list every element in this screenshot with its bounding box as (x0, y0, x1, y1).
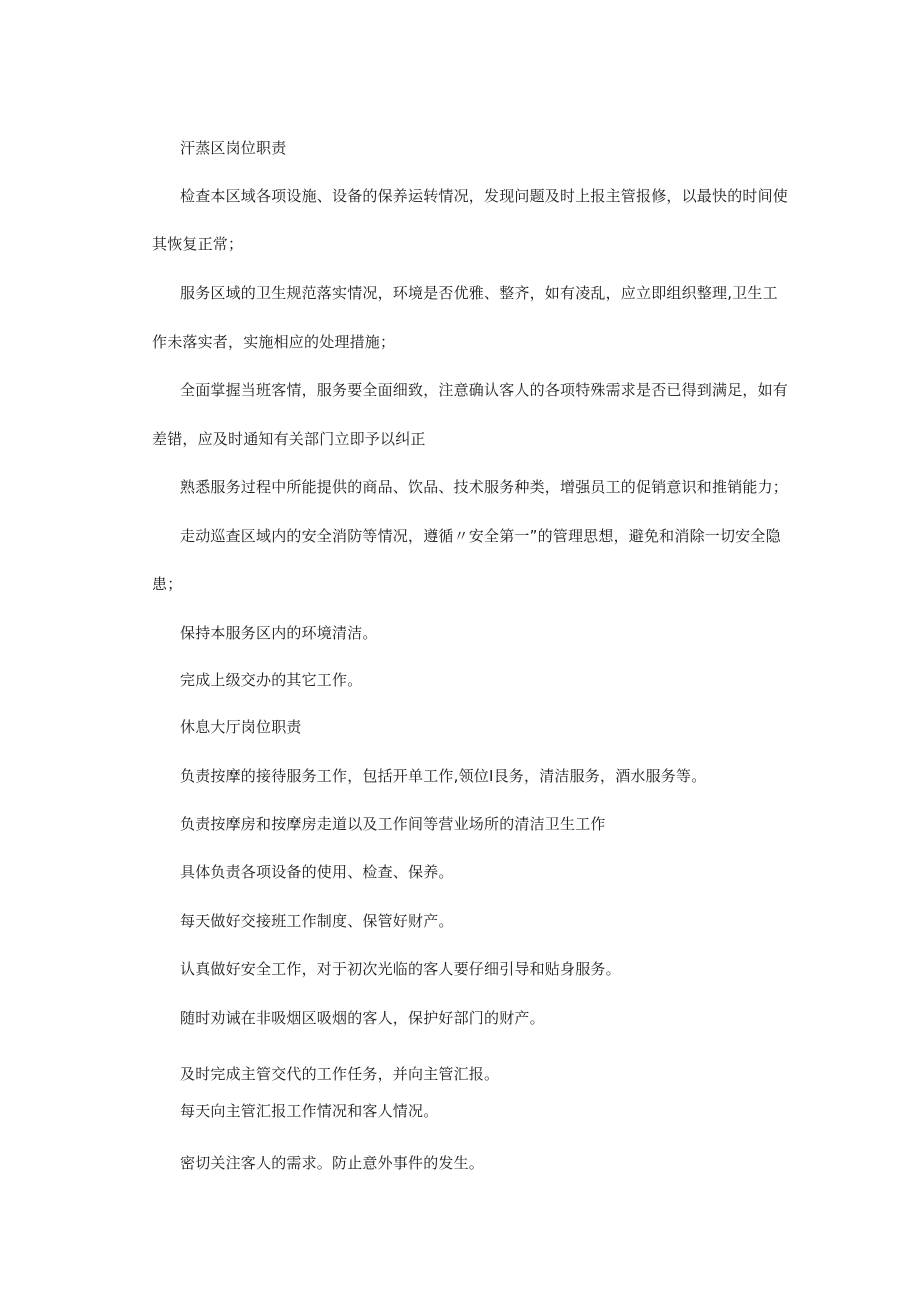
paragraph-line: 具体负责各项设备的使用、检查、保养。 (180, 863, 454, 881)
paragraph-line: 差错，应及时通知有关部门立即予以纠正 (152, 430, 426, 448)
paragraph-line: 认真做好安全工作，对于初次光临的客人要仔细引导和贴身服务。 (180, 960, 621, 978)
paragraph-line: 走动巡查区域内的安全消防等情况，遵循〃安全第一”的管理思想，避免和消除一切安全隐 (180, 527, 781, 545)
paragraph-line: 患； (152, 575, 183, 593)
paragraph-line: 其恢复正常； (152, 235, 244, 253)
paragraph-line: 及时完成主管交代的工作任务，并向主管汇报。 (180, 1065, 500, 1083)
paragraph-line: 熟悉服务过程中所能提供的商品、饮品、技术服务种类，增强员工的促销意识和推销能力； (180, 478, 789, 496)
paragraph-line: 每天做好交接班工作制度、保管好财产。 (180, 912, 454, 930)
paragraph-line: 作未落实者，实施相应的处理措施； (152, 333, 396, 351)
paragraph-line: 每天向主管汇报工作情况和客人情况。 (180, 1102, 439, 1120)
paragraph-line: 服务区域的卫生规范落实情况，环境是否优雅、整齐，如有凌乱，应立即组织整理,卫生工 (180, 284, 778, 302)
paragraph-line: 保持本服务区内的环境清洁。 (180, 624, 378, 642)
section-title-lounge: 休息大厅岗位职责 (180, 718, 302, 736)
paragraph-line: 负责按摩的接待服务工作，包括开单工作,领位I艮务，清洁服务，酒水服务等。 (180, 767, 707, 785)
paragraph-line: 检查本区域各项设施、设备的保养运转情况，发现问题及时上报主管报修，以最快的时间使 (180, 187, 789, 205)
paragraph-line: 密切关注客人的需求。防止意外事件的发生。 (180, 1154, 485, 1172)
paragraph-line: 随时劝诫在非吸烟区吸烟的客人，保护好部门的财产。 (180, 1009, 545, 1027)
paragraph-line: 负责按摩房和按摩房走道以及工作间等营业场所的清洁卫生工作 (180, 815, 606, 833)
paragraph-line: 全面掌握当班客情，服务要全面细致，注意确认客人的各项特殊需求是否已得到满足，如有 (180, 381, 789, 399)
section-title-sauna: 汗蒸区岗位职责 (180, 139, 287, 157)
paragraph-line: 完成上级交办的其它工作。 (180, 671, 363, 689)
